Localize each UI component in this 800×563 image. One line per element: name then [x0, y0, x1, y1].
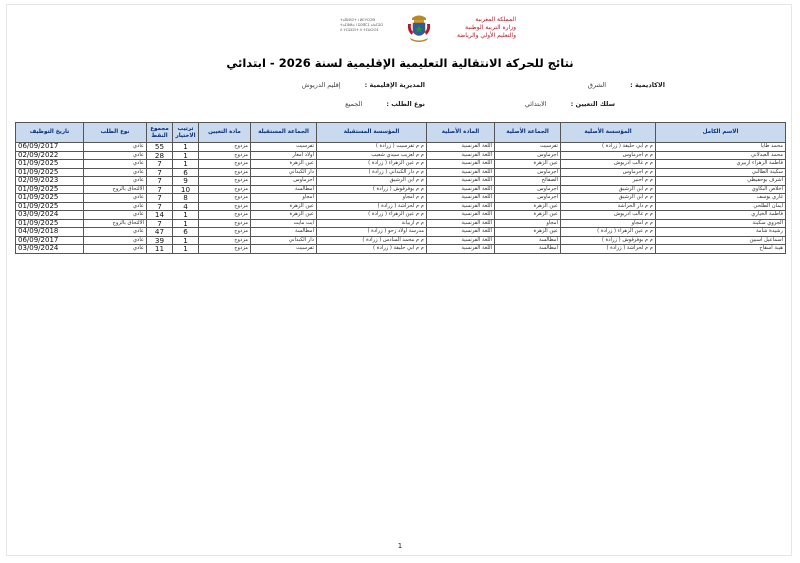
table-cell: مدرسة أولاد زحو ( زرادة ): [317, 228, 427, 237]
table-cell: 7: [147, 177, 173, 186]
table-cell: مزدوج: [199, 143, 251, 152]
table-cell: اللغة الفرنسية: [427, 194, 495, 203]
table-cell: 7: [147, 202, 173, 211]
table-cell: امطالسة: [251, 185, 317, 194]
table-row: [16, 245, 786, 254]
table-cell: 01/09/2025: [16, 160, 84, 169]
table-cell: مزدوج: [199, 202, 251, 211]
table-cell: مزدوج: [199, 245, 251, 254]
table-cell: 4: [173, 202, 199, 211]
column-header: الجماعة المستقبلة: [251, 123, 317, 143]
table-cell: عين الزهرة: [251, 202, 317, 211]
table-cell: اللغة الفرنسية: [427, 228, 495, 237]
coat-of-arms-icon: [406, 14, 432, 44]
table-cell: 7: [147, 194, 173, 203]
table-cell: ايمان الطلحي: [656, 202, 786, 211]
table-cell: عادي: [84, 211, 147, 220]
table-cell: م م دار الحراشة: [561, 202, 656, 211]
meta-directorate-value: إقليم الدريوش: [301, 81, 341, 89]
table-cell: 06/09/2017: [16, 236, 84, 245]
table-cell: 1: [173, 211, 199, 220]
table-cell: 1: [173, 160, 199, 169]
table-cell: تفرسيت: [251, 143, 317, 152]
table-cell: عين الزهرة: [495, 160, 561, 169]
table-cell: م م ابن الرشيق: [561, 185, 656, 194]
table-cell: عين الزهرة: [251, 160, 317, 169]
table-cell: عادي: [84, 202, 147, 211]
table-cell: محمد العبدلاني: [656, 151, 786, 160]
table-cell: الالتحاق بالزوج: [84, 185, 147, 194]
logo-left-line: ⵜⴰⵎⵀⵍⴰ ⵏ ⵓⵙⴳⵎⵉ ⴰⵏⴰⵎⵓⵔ: [340, 23, 384, 27]
table-cell: 01/09/2025: [16, 168, 84, 177]
table-cell: 03/09/2024: [16, 211, 84, 220]
table-body: [16, 143, 786, 254]
table-cell: 01/09/2025: [16, 185, 84, 194]
logo-left-line: ⵜⴰⴳⵍⴷⵉⵜ ⵏ ⵍⵎⵖⵔⵉⴱ: [340, 18, 376, 22]
table-cell: 39: [147, 236, 173, 245]
table-cell: اللغة الفرنسية: [427, 151, 495, 160]
table-cell: م م تفرسيت ( زرادة ): [317, 143, 427, 152]
table-cell: اللغة الفرنسية: [427, 236, 495, 245]
table-cell: م م عين الزهراء ( زرادة ): [317, 160, 427, 169]
column-header: المادة الأصلية: [427, 123, 495, 143]
table-cell: 7: [147, 185, 173, 194]
table-cell: م م ابن الرشيق: [317, 177, 427, 186]
table-cell: م م اجرماوس: [561, 168, 656, 177]
table-cell: أولاد امغار: [251, 151, 317, 160]
table-cell: الجروي سكينة: [656, 219, 786, 228]
table-cell: غاري يوسف: [656, 194, 786, 203]
meta-request-type-value: الجميع: [345, 100, 363, 108]
table-cell: اللغة الفرنسية: [427, 160, 495, 169]
table-row: [16, 211, 786, 220]
table-cell: 28: [147, 151, 173, 160]
table-cell: 02/09/2022: [16, 151, 84, 160]
table-cell: اللغة الفرنسية: [427, 202, 495, 211]
table-cell: عادي: [84, 177, 147, 186]
table-cell: م م غالب ادريوش: [561, 211, 656, 220]
table-cell: م م عين الزهراء ( زرادة ): [561, 228, 656, 237]
table-cell: مزدوج: [199, 194, 251, 203]
table-cell: عين الزهرة: [495, 211, 561, 220]
table-cell: فاطمة الزهراء ازبيري: [656, 160, 786, 169]
table-cell: الالتحاق بالزوج: [84, 219, 147, 228]
table-cell: 6: [173, 168, 199, 177]
table-cell: دار الكبداني: [251, 236, 317, 245]
table-row: [16, 160, 786, 169]
table-cell: رشيدة شامة: [656, 228, 786, 237]
table-cell: عين الزهرة: [251, 211, 317, 220]
table-cell: 7: [147, 168, 173, 177]
table-cell: سكينة الطالبي: [656, 168, 786, 177]
table-cell: عادي: [84, 160, 147, 169]
table-cell: اللغة الفرنسية: [427, 219, 495, 228]
table-cell: عادي: [84, 245, 147, 254]
table-row: [16, 219, 786, 228]
table-cell: عادي: [84, 143, 147, 152]
column-header: المؤسسة المستقبلة: [317, 123, 427, 143]
table-cell: 9: [173, 177, 199, 186]
table-cell: عين الزهرة: [495, 228, 561, 237]
meta-corps-label: سلك التعيين :: [570, 100, 615, 108]
table-cell: محمد طايا: [656, 143, 786, 152]
table-cell: اجرماوس: [495, 185, 561, 194]
table-cell: م م ابن الرشيق: [561, 194, 656, 203]
table-cell: مزدوج: [199, 160, 251, 169]
logo-right-line: وزارة التربية الوطنية: [465, 24, 516, 31]
meta-academy: [588, 81, 665, 89]
table-cell: أيت مايت: [251, 219, 317, 228]
table-cell: 01/09/2025: [16, 202, 84, 211]
table-cell: مزدوج: [199, 168, 251, 177]
table-cell: م م اجرماوس: [561, 151, 656, 160]
table-cell: عادي: [84, 194, 147, 203]
table-cell: اللغة الفرنسية: [427, 211, 495, 220]
table-cell: فاطمة الخياري: [656, 211, 786, 220]
table-cell: م م غالب ادريوش: [561, 160, 656, 169]
table-cell: 47: [147, 228, 173, 237]
table-cell: 1: [173, 236, 199, 245]
table-cell: م م لعزيب سيدي شعيب: [317, 151, 427, 160]
table-cell: 03/09/2024: [16, 245, 84, 254]
table-cell: اجرماوس: [251, 177, 317, 186]
table-cell: اسماعيل اسبين: [656, 236, 786, 245]
table-cell: م م ابي حليفة ( زرادة ): [561, 143, 656, 152]
table-cell: اللغة الفرنسية: [427, 245, 495, 254]
table-row: [16, 177, 786, 186]
table-cell: عادي: [84, 151, 147, 160]
table-cell: مزدوج: [199, 228, 251, 237]
table-cell: 14: [147, 211, 173, 220]
table-cell: م م بوفرقوش ( زرادة ): [317, 185, 427, 194]
table-row: [16, 194, 786, 203]
table-cell: مزدوج: [199, 211, 251, 220]
logo-right-line: والتعليم الأولي والرياضة: [456, 32, 516, 39]
table-header-row: [16, 123, 786, 143]
page-number: 1: [397, 542, 403, 550]
table-cell: هيبة اسقاح: [656, 245, 786, 254]
table-cell: 7: [147, 219, 173, 228]
logo-arabic-text: [436, 16, 516, 40]
document-title: نتائج للحركة الانتقالية التعليمية الإقليمية لسنة 2026 - ابتدائي: [226, 56, 574, 70]
table-cell: اشرف بوحفيظي: [656, 177, 786, 186]
column-header: المؤسسة الأصلية: [561, 123, 656, 143]
table-row: [16, 202, 786, 211]
table-row: [16, 168, 786, 177]
table-cell: اللغة الفرنسية: [427, 143, 495, 152]
table-cell: م م ابي حليفة ( زرادة ): [317, 245, 427, 254]
table-row: [16, 185, 786, 194]
meta-academy-label: الاكاديمية :: [630, 81, 665, 89]
column-header: الاسم الكامل: [656, 123, 786, 143]
table-cell: امطالسة: [495, 245, 561, 254]
column-header: الجماعة الأصلية: [495, 123, 561, 143]
column-header: مادة التعيين: [199, 123, 251, 143]
column-header: تاريخ التوظيف: [16, 123, 84, 143]
table-cell: امجاو: [251, 194, 317, 203]
table-cell: عادي: [84, 228, 147, 237]
meta-directorate-label: المديرية الإقليمية :: [364, 81, 425, 89]
logo-right-line: المملكة المغربية: [475, 16, 516, 23]
table-cell: 06/09/2017: [16, 143, 84, 152]
table-cell: دار الكبداني: [251, 168, 317, 177]
meta-directorate: [302, 81, 425, 89]
table-cell: م م دار الكبداني ( زرادة ): [317, 168, 427, 177]
table-cell: 8: [173, 194, 199, 203]
table-cell: 01/09/2025: [16, 194, 84, 203]
table-cell: 1: [173, 143, 199, 152]
table-cell: مزدوج: [199, 185, 251, 194]
table-cell: م م عين الزهراء ( زرادة ): [317, 211, 427, 220]
logo-left-line: ⴷ ⵜⵎⵓⵣⵉⵏⵜ ⴷ ⵜⵉⵡⵔⵙⵉ: [340, 28, 379, 32]
ministry-header-logo: [340, 14, 516, 48]
table-row: [16, 151, 786, 160]
results-table: [15, 122, 786, 254]
table-row: [16, 236, 786, 245]
table-cell: 7: [147, 160, 173, 169]
table-cell: اللغة الفرنسية: [427, 185, 495, 194]
table-cell: مزدوج: [199, 151, 251, 160]
table-cell: 10: [173, 185, 199, 194]
table-cell: م م اربيانة: [317, 219, 427, 228]
column-header: مجموع النقط: [147, 123, 173, 143]
table-cell: 6: [173, 228, 199, 237]
table-cell: 55: [147, 143, 173, 152]
table-cell: 02/09/2023: [16, 177, 84, 186]
table-cell: الصفائح: [495, 177, 561, 186]
column-header: ترتيب الاختيار: [173, 123, 199, 143]
table-cell: اللغة الفرنسية: [427, 168, 495, 177]
meta-academy-value: الشرق: [587, 81, 607, 89]
column-header: نوع الطلب: [84, 123, 147, 143]
table-cell: 1: [173, 151, 199, 160]
table-cell: امطالسة: [251, 228, 317, 237]
table-cell: عادي: [84, 168, 147, 177]
table-cell: م م لحراشة ( زرادة ): [561, 245, 656, 254]
table-cell: مزدوج: [199, 219, 251, 228]
table-cell: م م لحراشة ( زرادة ): [317, 202, 427, 211]
table-cell: 1: [173, 219, 199, 228]
table-cell: م م احنير: [561, 177, 656, 186]
table-cell: 11: [147, 245, 173, 254]
table-cell: مزدوج: [199, 236, 251, 245]
table-cell: تفرسيت: [495, 143, 561, 152]
table-row: [16, 143, 786, 152]
meta-request-type-label: نوع الطلب :: [386, 100, 425, 108]
meta-request-type: [345, 100, 425, 108]
table-cell: تفرسيت: [251, 245, 317, 254]
table-cell: عين الزهرة: [495, 202, 561, 211]
table-row: [16, 228, 786, 237]
meta-corps: [525, 100, 615, 108]
table-cell: 1: [173, 245, 199, 254]
table-cell: امطالسة: [495, 236, 561, 245]
table-cell: اجرماوس: [495, 151, 561, 160]
logo-tifinagh-text: [340, 18, 400, 33]
table-cell: م م امجاو: [317, 194, 427, 203]
table-cell: امجاو: [495, 219, 561, 228]
table-cell: اخلاص البكاوي: [656, 185, 786, 194]
table-cell: 01/09/2025: [16, 219, 84, 228]
table-cell: مزدوج: [199, 177, 251, 186]
table-cell: م م امجاو: [561, 219, 656, 228]
table-cell: اللغة الفرنسية: [427, 177, 495, 186]
table-cell: اجرماوس: [495, 168, 561, 177]
table-cell: اجرماوس: [495, 194, 561, 203]
table-cell: م م بوفرقوش ( زرادة ): [561, 236, 656, 245]
results-table-container: [15, 122, 785, 254]
table-cell: م م محمد السادس ( زرادة ): [317, 236, 427, 245]
table-cell: عادي: [84, 236, 147, 245]
meta-corps-value: الابتدائي: [524, 100, 547, 108]
table-cell: 04/09/2018: [16, 228, 84, 237]
